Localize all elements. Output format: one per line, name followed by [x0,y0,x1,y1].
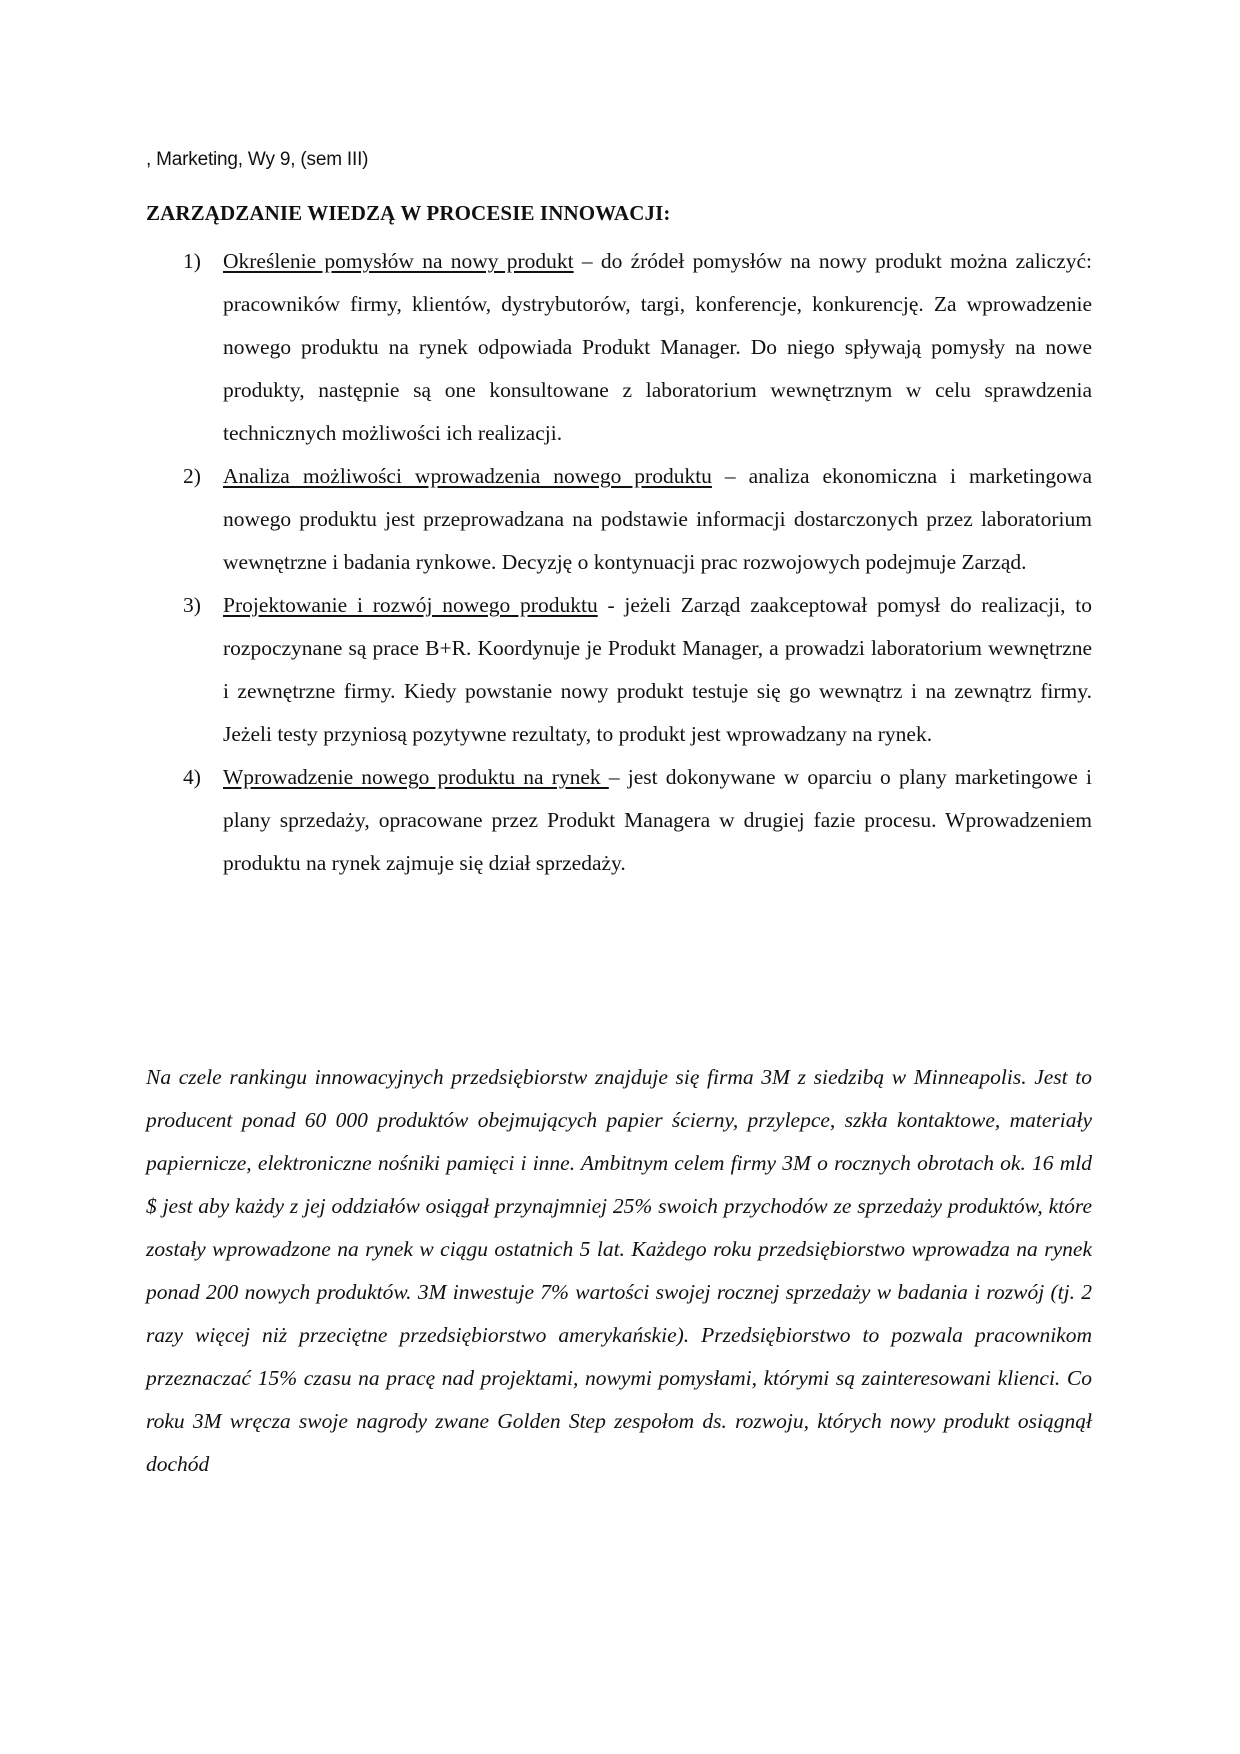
step-text: – do źródeł pomysłów na nowy produkt można zaliczyć: pracowników firmy, klientów, dystrybutorów, targi, konferencje, konkurencję. Za wprowadzenie nowego produktu na rynek odpowiada Produkt Manager. Do niego spływają pomysły na nowe produkty, następnie są one konsultowane z laboratorium wewnętrznym w celu sprawdzenia technicznych możliwości ich realizacji. [223,249,1092,445]
step-heading: Analiza możliwości wprowadzenia nowego produktu [223,464,712,488]
list-item [146,584,1092,756]
step-number: 4) [183,765,201,789]
step-heading: Wprowadzenie nowego produktu na rynek [223,765,609,789]
step-heading: Projektowanie i rozwój nowego produktu [223,593,598,617]
case-study-paragraph: Na czele rankingu innowacyjnych przedsiębiorstw znajduje się firma 3M z siedzibą w Minneapolis. Jest to producent ponad 60 000 produktów obejmujących papier ścierny, przylepce, szkła kontaktowe, materiały papiernicze, elektroniczne nośniki pamięci i inne. Ambitnym celem firmy 3M o rocznych obrotach ok. 16 mld $ jest aby każdy z jej oddziałów osiągał przynajmniej 25% swoich przychodów ze sprzedaży produktów, które zostały wprowadzone na rynek w ciągu ostatnich 5 lat. Każdego roku przedsiębiorstwo wprowadza na rynek ponad 200 nowych produktów. 3M inwestuje 7% wartości swojej rocznej sprzedaży w badania i rozwój (tj. 2 razy więcej niż przeciętne przedsiębiorstwo amerykańskie). Przedsiębiorstwo to pozwala pracownikom przeznaczać 15% czasu na pracę nad projektami, nowymi pomysłami, którymi są zainteresowani klienci. Co roku 3M wręcza swoje nagrody zwane Golden Step zespołom ds. rozwoju, których nowy produkt osiągnął dochód [146,1065,1092,1476]
innovation-steps-list [146,240,1092,885]
list-item [146,240,1092,455]
step-text: - jeżeli Zarząd zaakceptował pomysł do realizacji, to rozpoczynane są prace B+R. Koordynuje je Produkt Manager, a prowadzi laboratorium wewnętrzne i zewnętrzne firmy. Kiedy powstanie nowy produkt testuje się go wewnątrz i na zewnątrz firmy. Jeżeli testy przyniosą pozytywne rezultaty, to produkt jest wprowadzany na rynek. [223,593,1092,746]
section-title: ZARZĄDZANIE WIEDZĄ W PROCESIE INNOWACJI: [146,201,671,225]
course-header: , Marketing, Wy 9, (sem III) [146,149,369,170]
list-item [146,756,1092,885]
step-number: 3) [183,593,201,617]
step-number: 1) [183,249,201,273]
step-number: 2) [183,464,201,488]
step-text: – analiza ekonomiczna i marketingowa nowego produktu jest przeprowadzana na podstawie informacji dostarczonych przez laboratorium wewnętrzne i badania rynkowe. Decyzję o kontynuacji prac rozwojowych podejmuje Zarząd. [223,464,1092,574]
step-heading: Określenie pomysłów na nowy produkt [223,249,574,273]
step-text: – jest dokonywane w oparciu o plany marketingowe i plany sprzedaży, opracowane przez Produkt Managera w drugiej fazie procesu. Wprowadzeniem produktu na rynek zajmuje się dział sprzedaży. [223,765,1092,875]
list-item [146,455,1092,584]
